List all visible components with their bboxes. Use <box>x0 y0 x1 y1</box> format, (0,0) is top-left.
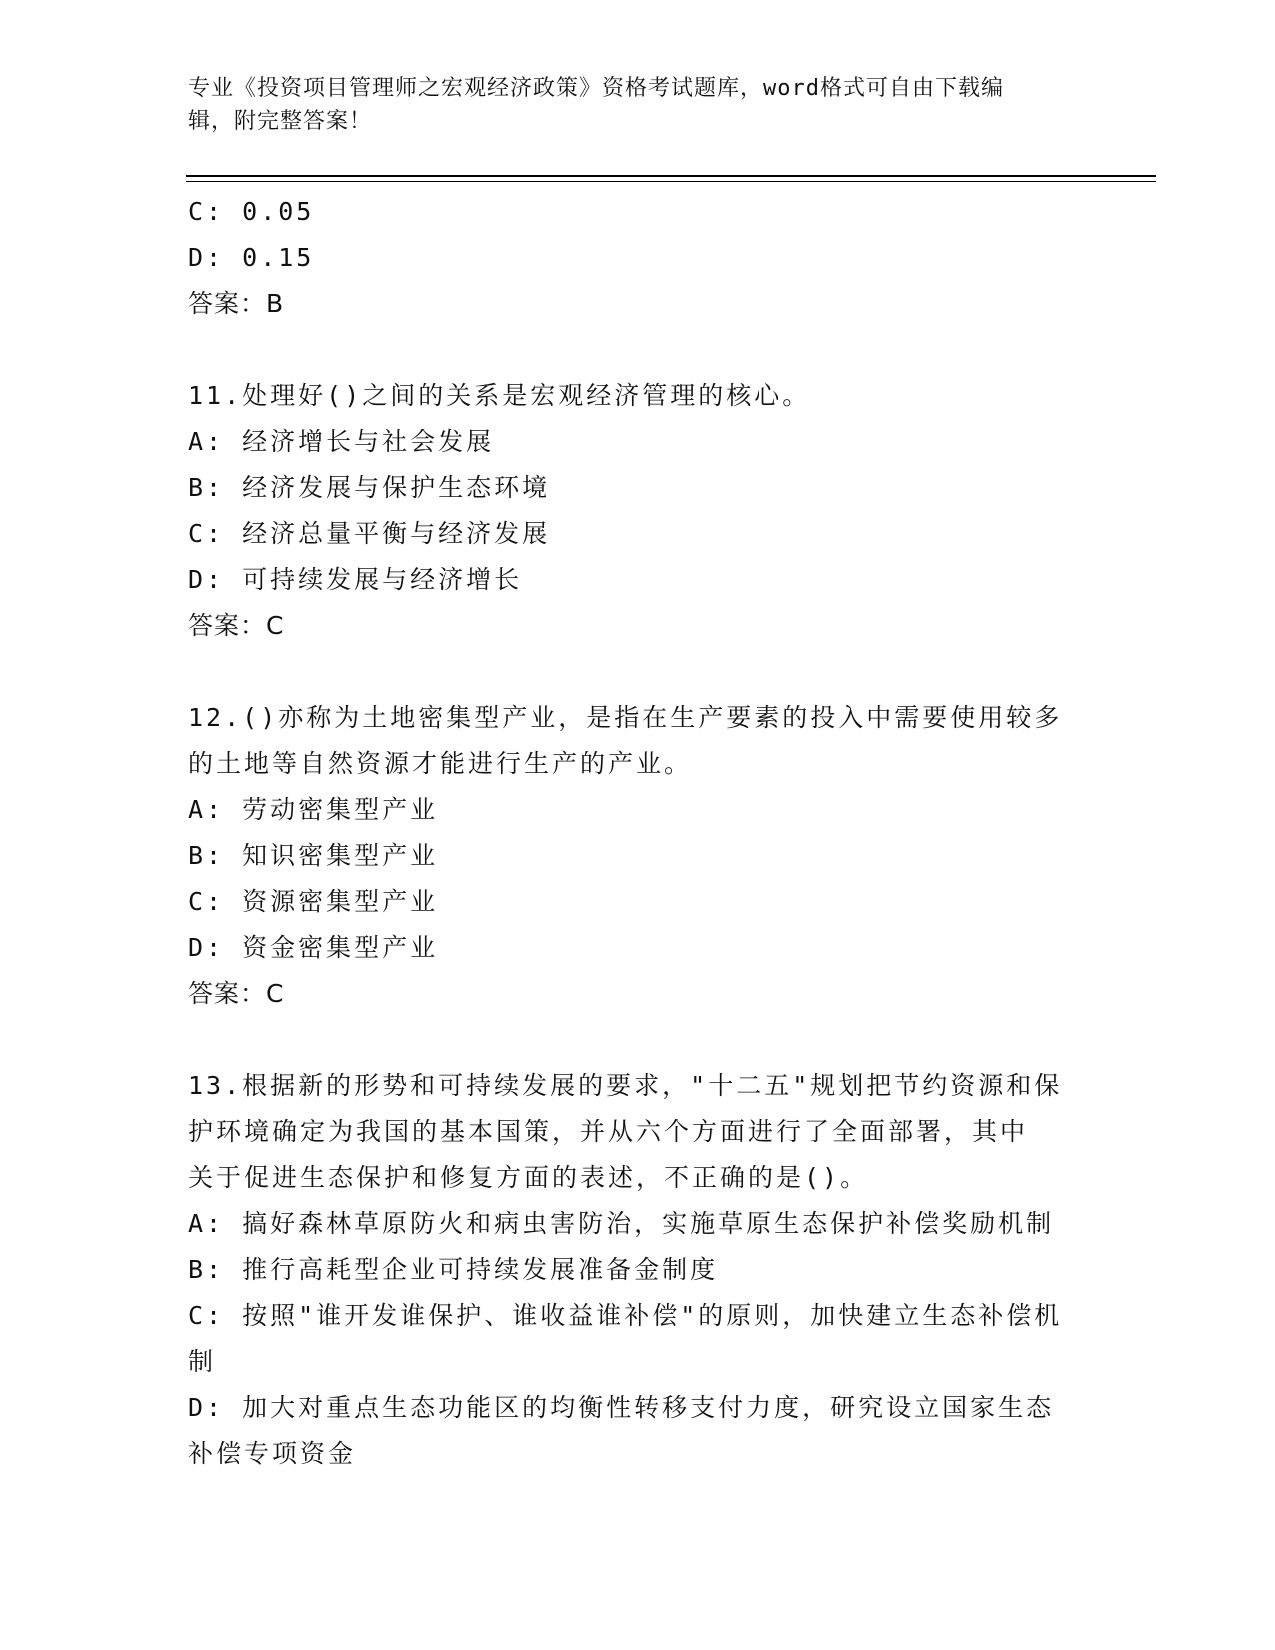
question-stem-line-1: 13.根据新的形势和可持续发展的要求，"十二五"规划把节约资源和保 <box>188 1071 1063 1100</box>
header-text-line-2: 辑，附完整答案！ <box>188 109 373 134</box>
option-c-line-1: C: 按照"谁开发谁保护、谁收益谁补偿"的原则，加快建立生态补偿机 <box>188 1301 1063 1330</box>
option-b: B: 知识密集型产业 <box>188 841 439 870</box>
question-stem-line-1: 12.()亦称为土地密集型产业，是指在生产要素的投入中需要使用较多 <box>188 703 1063 732</box>
spacer <box>188 327 1088 373</box>
option-a: A: 经济增长与社会发展 <box>188 427 495 456</box>
question-stem: 11.处理好()之间的关系是宏观经济管理的核心。 <box>188 381 811 410</box>
answer-label: 答案：C <box>188 611 285 640</box>
previous-question-tail <box>188 189 1088 327</box>
option-d: D: 0.15 <box>188 243 315 272</box>
option-b: B: 经济发展与保护生态环境 <box>188 473 551 502</box>
answer-label: 答案：C <box>188 979 285 1008</box>
question-11 <box>188 373 1088 649</box>
option-a: A: 劳动密集型产业 <box>188 795 439 824</box>
option-c: C: 0.05 <box>188 197 315 226</box>
option-d: D: 可持续发展与经济增长 <box>188 565 523 594</box>
question-stem-line-2: 护环境确定为我国的基本国策，并从六个方面进行了全面部署，其中 <box>188 1117 1029 1146</box>
question-12 <box>188 695 1088 1017</box>
question-stem-line-3: 关于促进生态保护和修复方面的表述，不正确的是()。 <box>188 1163 869 1192</box>
answer-label: 答案：B <box>188 289 285 318</box>
option-b: B: 推行高耗型企业可持续发展准备金制度 <box>188 1255 719 1284</box>
header-divider-thin <box>186 181 1156 182</box>
document-header <box>188 72 1068 138</box>
question-13 <box>188 1063 1088 1477</box>
option-d-line-1: D: 加大对重点生态功能区的均衡性转移支付力度，研究设立国家生态 <box>188 1393 1055 1422</box>
question-stem-line-2: 的土地等自然资源才能进行生产的产业。 <box>188 749 693 778</box>
header-text-line-1: 专业《投资项目管理师之宏观经济政策》资格考试题库，word格式可自由下载编 <box>188 76 1004 101</box>
option-c-line-2: 制 <box>188 1347 217 1376</box>
spacer <box>188 649 1088 695</box>
option-d: D: 资金密集型产业 <box>188 933 439 962</box>
option-a: A: 搞好森林草原防火和病虫害防治，实施草原生态保护补偿奖励机制 <box>188 1209 1055 1238</box>
header-divider-thick <box>186 175 1156 177</box>
spacer <box>188 1017 1088 1063</box>
option-c: C: 资源密集型产业 <box>188 887 439 916</box>
option-d-line-2: 补偿专项资金 <box>188 1439 357 1468</box>
question-list <box>188 189 1088 1477</box>
option-c: C: 经济总量平衡与经济发展 <box>188 519 551 548</box>
